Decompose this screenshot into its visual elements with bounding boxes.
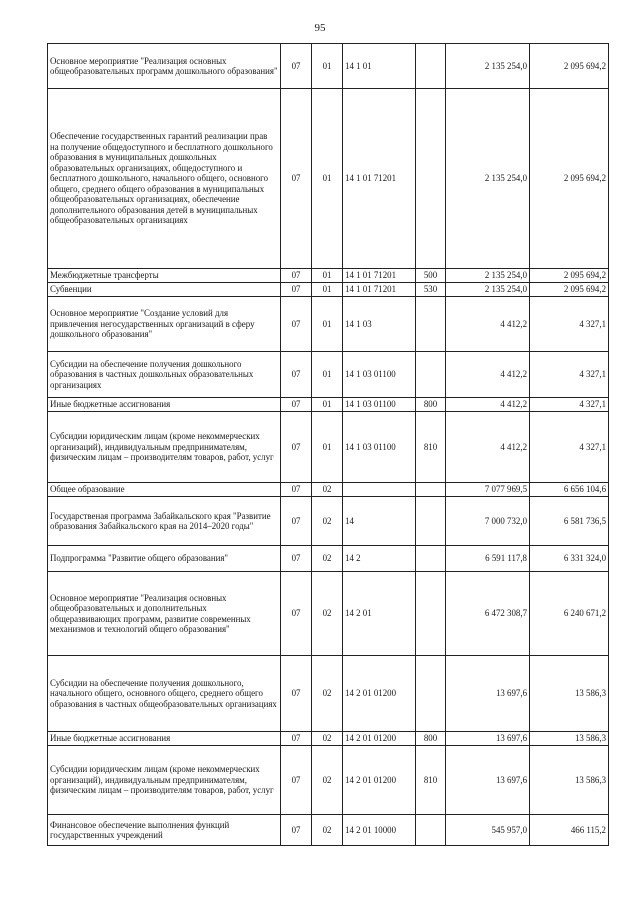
target-article-code bbox=[343, 483, 416, 497]
amount-year-2: 4 327,1 bbox=[530, 297, 609, 352]
amount-year-1: 13 697,6 bbox=[446, 746, 530, 815]
expense-type-code bbox=[416, 352, 446, 398]
subsection-code: 01 bbox=[312, 269, 343, 283]
expense-type-code bbox=[416, 656, 446, 732]
amount-year-1: 4 412,2 bbox=[446, 297, 530, 352]
table-row bbox=[48, 497, 609, 546]
table-row bbox=[48, 656, 609, 732]
amount-year-1: 2 135 254,0 bbox=[446, 283, 530, 297]
section-code: 07 bbox=[281, 732, 312, 746]
row-name: Основное мероприятие "Реализация основных общеобразовательных программ дошкольного образования" bbox=[48, 44, 281, 89]
subsection-code: 01 bbox=[312, 352, 343, 398]
amount-year-2: 6 656 104,6 bbox=[530, 483, 609, 497]
expense-type-code bbox=[416, 297, 446, 352]
row-name: Основное мероприятие "Создание условий для привлечения негосударственных организаций в сферу дошкольного образования" bbox=[48, 297, 281, 352]
subsection-code: 02 bbox=[312, 815, 343, 846]
table-row bbox=[48, 269, 609, 283]
target-article-code: 14 2 01 01200 bbox=[343, 732, 416, 746]
table-row bbox=[48, 89, 609, 269]
table-row bbox=[48, 732, 609, 746]
target-article-code: 14 1 01 71201 bbox=[343, 269, 416, 283]
subsection-code: 01 bbox=[312, 44, 343, 89]
target-article-code: 14 2 01 01200 bbox=[343, 656, 416, 732]
expense-type-code: 800 bbox=[416, 398, 446, 412]
row-name: Обеспечение государственных гарантий реализации прав на получение общедоступного и бесплатного дошкольного образования в муниципальных дошкольных образовательных организациях, общедоступного и бесплатного дошкольного, начального общего, основного общего, среднего общего образования в муниципальных общеобразовательных организациях, обеспечение дополнительного образования детей в муниципальных общеобразовательных организациях bbox=[48, 89, 281, 269]
amount-year-2: 13 586,3 bbox=[530, 746, 609, 815]
table-row bbox=[48, 398, 609, 412]
section-code: 07 bbox=[281, 815, 312, 846]
subsection-code: 02 bbox=[312, 732, 343, 746]
amount-year-2: 6 240 671,2 bbox=[530, 572, 609, 656]
table-row bbox=[48, 483, 609, 497]
row-name: Финансовое обеспечение выполнения функций государственных учреждений bbox=[48, 815, 281, 846]
amount-year-2: 13 586,3 bbox=[530, 656, 609, 732]
expense-type-code bbox=[416, 483, 446, 497]
expense-type-code bbox=[416, 815, 446, 846]
row-name: Межбюджетные трансферты bbox=[48, 269, 281, 283]
section-code: 07 bbox=[281, 412, 312, 483]
section-code: 07 bbox=[281, 352, 312, 398]
table-row bbox=[48, 352, 609, 398]
row-name: Субсидии на обеспечение получения дошкольного, начального общего, основного общего, среднего общего образования в частных общеобразовательных организациях bbox=[48, 656, 281, 732]
amount-year-1: 2 135 254,0 bbox=[446, 89, 530, 269]
expense-type-code: 500 bbox=[416, 269, 446, 283]
amount-year-1: 545 957,0 bbox=[446, 815, 530, 846]
target-article-code: 14 2 01 bbox=[343, 572, 416, 656]
subsection-code: 02 bbox=[312, 483, 343, 497]
amount-year-2: 6 331 324,0 bbox=[530, 546, 609, 572]
row-name: Субсидии юридическим лицам (кроме некоммерческих организаций), индивидуальным предпринимателям, физическим лицам – производителям товаров, работ, услуг bbox=[48, 412, 281, 483]
table-row bbox=[48, 815, 609, 846]
amount-year-1: 7 077 969,5 bbox=[446, 483, 530, 497]
amount-year-2: 6 581 736,5 bbox=[530, 497, 609, 546]
amount-year-2: 466 115,2 bbox=[530, 815, 609, 846]
amount-year-2: 13 586,3 bbox=[530, 732, 609, 746]
expense-type-code bbox=[416, 546, 446, 572]
amount-year-2: 4 327,1 bbox=[530, 398, 609, 412]
section-code: 07 bbox=[281, 546, 312, 572]
expense-type-code bbox=[416, 89, 446, 269]
amount-year-1: 6 591 117,8 bbox=[446, 546, 530, 572]
target-article-code: 14 2 01 10000 bbox=[343, 815, 416, 846]
subsection-code: 01 bbox=[312, 412, 343, 483]
amount-year-2: 2 095 694,2 bbox=[530, 89, 609, 269]
expense-type-code bbox=[416, 44, 446, 89]
target-article-code: 14 2 bbox=[343, 546, 416, 572]
subsection-code: 02 bbox=[312, 746, 343, 815]
target-article-code: 14 1 03 bbox=[343, 297, 416, 352]
amount-year-2: 4 327,1 bbox=[530, 412, 609, 483]
subsection-code: 01 bbox=[312, 297, 343, 352]
subsection-code: 01 bbox=[312, 283, 343, 297]
amount-year-2: 2 095 694,2 bbox=[530, 283, 609, 297]
expense-type-code bbox=[416, 572, 446, 656]
amount-year-1: 4 412,2 bbox=[446, 352, 530, 398]
amount-year-1: 4 412,2 bbox=[446, 412, 530, 483]
amount-year-1: 6 472 308,7 bbox=[446, 572, 530, 656]
amount-year-1: 13 697,6 bbox=[446, 732, 530, 746]
section-code: 07 bbox=[281, 483, 312, 497]
row-name: Общее образование bbox=[48, 483, 281, 497]
section-code: 07 bbox=[281, 283, 312, 297]
row-name: Иные бюджетные ассигнования bbox=[48, 732, 281, 746]
row-name: Основное мероприятие "Реализация основных общеобразовательных и дополнительных общеразвивающих программ, развитие современных механизмов и технологий общего образования" bbox=[48, 572, 281, 656]
target-article-code: 14 1 03 01100 bbox=[343, 412, 416, 483]
section-code: 07 bbox=[281, 746, 312, 815]
target-article-code: 14 1 03 01100 bbox=[343, 352, 416, 398]
row-name: Иные бюджетные ассигнования bbox=[48, 398, 281, 412]
subsection-code: 02 bbox=[312, 572, 343, 656]
amount-year-1: 2 135 254,0 bbox=[446, 44, 530, 89]
expense-type-code bbox=[416, 497, 446, 546]
amount-year-1: 13 697,6 bbox=[446, 656, 530, 732]
expense-type-code: 810 bbox=[416, 746, 446, 815]
section-code: 07 bbox=[281, 89, 312, 269]
amount-year-2: 4 327,1 bbox=[530, 352, 609, 398]
page-number: 95 bbox=[314, 22, 326, 34]
amount-year-2: 2 095 694,2 bbox=[530, 44, 609, 89]
target-article-code: 14 bbox=[343, 497, 416, 546]
amount-year-1: 7 000 732,0 bbox=[446, 497, 530, 546]
subsection-code: 02 bbox=[312, 497, 343, 546]
target-article-code: 14 1 01 71201 bbox=[343, 283, 416, 297]
expense-type-code: 800 bbox=[416, 732, 446, 746]
subsection-code: 02 bbox=[312, 546, 343, 572]
table-row bbox=[48, 44, 609, 89]
expense-type-code: 530 bbox=[416, 283, 446, 297]
table-row bbox=[48, 746, 609, 815]
section-code: 07 bbox=[281, 656, 312, 732]
table-row bbox=[48, 572, 609, 656]
expense-type-code: 810 bbox=[416, 412, 446, 483]
section-code: 07 bbox=[281, 572, 312, 656]
amount-year-1: 4 412,2 bbox=[446, 398, 530, 412]
table-row bbox=[48, 283, 609, 297]
row-name: Государственая программа Забайкальского края "Развитие образования Забайкальского края на 2014–2020 годы" bbox=[48, 497, 281, 546]
subsection-code: 02 bbox=[312, 656, 343, 732]
table-row bbox=[48, 297, 609, 352]
target-article-code: 14 1 01 bbox=[343, 44, 416, 89]
row-name: Подпрограмма "Развитие общего образования" bbox=[48, 546, 281, 572]
budget-table bbox=[47, 43, 609, 846]
amount-year-1: 2 135 254,0 bbox=[446, 269, 530, 283]
target-article-code: 14 2 01 01200 bbox=[343, 746, 416, 815]
target-article-code: 14 1 01 71201 bbox=[343, 89, 416, 269]
row-name: Субсидии юридическим лицам (кроме некоммерческих организаций), индивидуальным предпринимателям, физическим лицам – производителям товаров, работ, услуг bbox=[48, 746, 281, 815]
amount-year-2: 2 095 694,2 bbox=[530, 269, 609, 283]
section-code: 07 bbox=[281, 44, 312, 89]
table-row bbox=[48, 412, 609, 483]
target-article-code: 14 1 03 01100 bbox=[343, 398, 416, 412]
section-code: 07 bbox=[281, 398, 312, 412]
section-code: 07 bbox=[281, 269, 312, 283]
subsection-code: 01 bbox=[312, 398, 343, 412]
table-row bbox=[48, 546, 609, 572]
row-name: Субвенции bbox=[48, 283, 281, 297]
row-name: Субсидии на обеспечение получения дошкольного образования в частных дошкольных образовательных организациях bbox=[48, 352, 281, 398]
section-code: 07 bbox=[281, 497, 312, 546]
subsection-code: 01 bbox=[312, 89, 343, 269]
section-code: 07 bbox=[281, 297, 312, 352]
